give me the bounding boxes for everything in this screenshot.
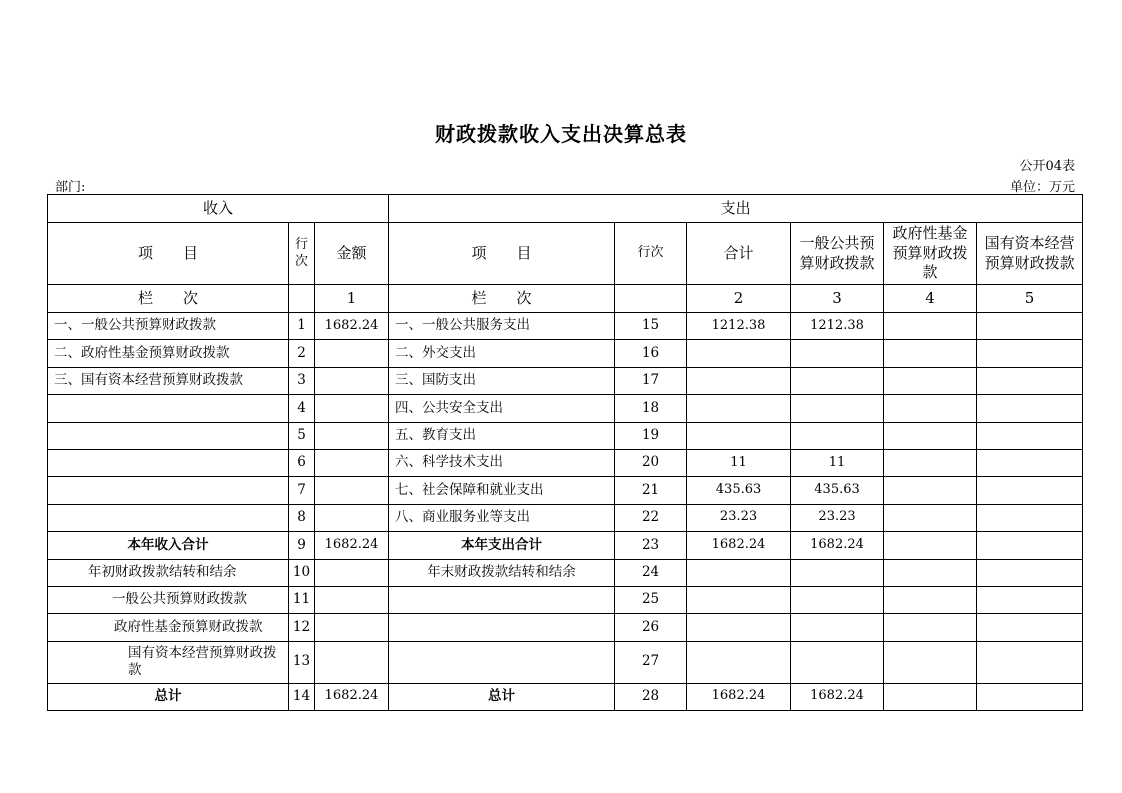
income-item-cell: [48, 395, 289, 422]
state-capital-cell: [977, 532, 1083, 559]
income-item-cell: 国有资本经营预算财政拨款: [48, 641, 289, 683]
general-budget-cell: 1682.24: [791, 683, 884, 710]
total-cell: [687, 395, 791, 422]
empty-cell: [289, 285, 315, 313]
state-capital-cell: [977, 477, 1083, 504]
expense-line-no-cell: 16: [615, 340, 687, 367]
total-cell: 1682.24: [687, 532, 791, 559]
expense-line-no-cell: 18: [615, 395, 687, 422]
table-row: [48, 313, 1083, 340]
expense-line-no-cell: 17: [615, 367, 687, 394]
total-header: 合计: [687, 223, 791, 285]
expense-item-cell: 二、外交支出: [389, 340, 615, 367]
total-cell: [687, 367, 791, 394]
income-line-no-cell: 2: [289, 340, 315, 367]
header-row-column-numbers: [48, 285, 1083, 313]
state-capital-cell: [977, 586, 1083, 613]
expense-line-no-cell: 23: [615, 532, 687, 559]
income-line-no-cell: 14: [289, 683, 315, 710]
expense-item-cell: [389, 586, 615, 613]
expense-line-no-cell: 28: [615, 683, 687, 710]
table-row: [48, 614, 1083, 641]
expense-item-cell: 总计: [389, 683, 615, 710]
gov-fund-cell: [884, 532, 977, 559]
expense-item-cell: [389, 641, 615, 683]
column-number-4: 4: [884, 285, 977, 313]
column-number-3: 3: [791, 285, 884, 313]
expense-column-label: 栏 次: [389, 285, 615, 313]
expense-item-header: 项 目: [389, 223, 615, 285]
form-number: 公开04表: [1019, 159, 1075, 174]
gov-fund-cell: [884, 340, 977, 367]
amount-header: 金额: [315, 223, 389, 285]
general-budget-cell: [791, 614, 884, 641]
table-row: [48, 641, 1083, 683]
expense-item-cell: 六、科学技术支出: [389, 449, 615, 476]
income-item-cell: 政府性基金预算财政拨款: [48, 614, 289, 641]
column-number-5: 5: [977, 285, 1083, 313]
expense-item-cell: 年末财政拨款结转和结余: [389, 559, 615, 586]
gov-fund-cell: [884, 559, 977, 586]
table-row: [48, 395, 1083, 422]
total-cell: [687, 340, 791, 367]
income-item-header: 项 目: [48, 223, 289, 285]
table-row: [48, 504, 1083, 531]
expense-line-no-cell: 24: [615, 559, 687, 586]
table-row: [48, 422, 1083, 449]
report-title: 财政拨款收入支出决算总表: [435, 122, 687, 146]
gov-fund-cell: [884, 614, 977, 641]
general-budget-cell: 23.23: [791, 504, 884, 531]
state-capital-cell: [977, 367, 1083, 394]
table-row: [48, 532, 1083, 559]
income-line-no-cell: 13: [289, 641, 315, 683]
income-amount-cell: [315, 586, 389, 613]
expense-line-no-cell: 19: [615, 422, 687, 449]
total-cell: 435.63: [687, 477, 791, 504]
income-item-cell: 二、政府性基金预算财政拨款: [48, 340, 289, 367]
department-label: 部门:: [55, 180, 86, 195]
state-capital-cell: [977, 559, 1083, 586]
expense-line-no-cell: 21: [615, 477, 687, 504]
state-capital-cell: [977, 504, 1083, 531]
gov-fund-cell: [884, 504, 977, 531]
general-budget-cell: 1212.38: [791, 313, 884, 340]
table-row: [48, 449, 1083, 476]
expense-line-no-cell: 20: [615, 449, 687, 476]
income-line-no-cell: 12: [289, 614, 315, 641]
state-capital-cell: [977, 614, 1083, 641]
expense-item-cell: 五、教育支出: [389, 422, 615, 449]
general-budget-cell: 11: [791, 449, 884, 476]
total-cell: [687, 614, 791, 641]
table-row: [48, 367, 1083, 394]
expense-item-cell: 三、国防支出: [389, 367, 615, 394]
gov-fund-cell: [884, 477, 977, 504]
income-line-no-cell: 7: [289, 477, 315, 504]
gov-fund-cell: [884, 422, 977, 449]
table-row: [48, 559, 1083, 586]
income-amount-cell: [315, 641, 389, 683]
income-amount-cell: [315, 395, 389, 422]
expense-line-no-cell: 22: [615, 504, 687, 531]
state-capital-cell: [977, 449, 1083, 476]
total-cell: 11: [687, 449, 791, 476]
expense-line-no-cell: 27: [615, 641, 687, 683]
total-cell: [687, 422, 791, 449]
total-cell: [687, 641, 791, 683]
income-item-cell: [48, 504, 289, 531]
income-amount-cell: [315, 614, 389, 641]
general-budget-cell: [791, 559, 884, 586]
expense-item-cell: 本年支出合计: [389, 532, 615, 559]
income-column-label: 栏 次: [48, 285, 289, 313]
income-item-cell: 一般公共预算财政拨款: [48, 586, 289, 613]
income-line-no-header: 行次: [289, 223, 315, 285]
budget-table: [47, 194, 1083, 711]
expense-line-no-cell: 15: [615, 313, 687, 340]
state-capital-cell: [977, 641, 1083, 683]
expense-item-cell: 四、公共安全支出: [389, 395, 615, 422]
income-item-cell: 年初财政拨款结转和结余: [48, 559, 289, 586]
table-row: [48, 477, 1083, 504]
expense-item-cell: 一、一般公共服务支出: [389, 313, 615, 340]
expense-item-cell: 七、社会保障和就业支出: [389, 477, 615, 504]
gov-fund-cell: [884, 586, 977, 613]
general-budget-cell: [791, 340, 884, 367]
income-item-cell: 三、国有资本经营预算财政拨款: [48, 367, 289, 394]
general-budget-cell: [791, 422, 884, 449]
income-amount-cell: [315, 340, 389, 367]
income-item-cell: 本年收入合计: [48, 532, 289, 559]
income-line-no-cell: 1: [289, 313, 315, 340]
unit-label: 单位：万元: [1009, 180, 1075, 195]
total-cell: 1682.24: [687, 683, 791, 710]
income-item-cell: [48, 477, 289, 504]
state-capital-cell: [977, 683, 1083, 710]
state-capital-cell: [977, 395, 1083, 422]
general-budget-cell: [791, 395, 884, 422]
income-amount-cell: [315, 477, 389, 504]
general-budget-cell: [791, 367, 884, 394]
income-amount-cell: 1682.24: [315, 532, 389, 559]
income-section-header: 收入: [48, 195, 389, 223]
gov-fund-cell: [884, 641, 977, 683]
state-capital-cell: [977, 422, 1083, 449]
expense-line-no-header: 行次: [615, 223, 687, 285]
table-row: [48, 683, 1083, 710]
gov-fund-cell: [884, 449, 977, 476]
income-item-cell: [48, 449, 289, 476]
expense-line-no-cell: 25: [615, 586, 687, 613]
gov-fund-cell: [884, 313, 977, 340]
income-line-no-cell: 4: [289, 395, 315, 422]
expense-line-no-cell: 26: [615, 614, 687, 641]
income-item-cell: 一、一般公共预算财政拨款: [48, 313, 289, 340]
total-cell: 1212.38: [687, 313, 791, 340]
expense-item-cell: [389, 614, 615, 641]
expense-section-header: 支出: [389, 195, 1083, 223]
income-amount-cell: [315, 449, 389, 476]
column-number-2: 2: [687, 285, 791, 313]
state-capital-header: 国有资本经营预算财政拨款: [977, 223, 1083, 285]
empty-cell: [615, 285, 687, 313]
total-cell: [687, 586, 791, 613]
general-budget-cell: [791, 586, 884, 613]
header-row-columns: [48, 223, 1083, 285]
expense-item-cell: 八、商业服务业等支出: [389, 504, 615, 531]
gov-fund-cell: [884, 367, 977, 394]
total-cell: [687, 559, 791, 586]
income-item-cell: [48, 422, 289, 449]
income-item-cell: 总计: [48, 683, 289, 710]
table-row: [48, 340, 1083, 367]
column-number-1: 1: [315, 285, 389, 313]
income-line-no-cell: 11: [289, 586, 315, 613]
income-amount-cell: [315, 559, 389, 586]
income-amount-cell: [315, 504, 389, 531]
header-row-sections: [48, 195, 1083, 223]
general-budget-cell: 1682.24: [791, 532, 884, 559]
income-amount-cell: [315, 422, 389, 449]
table-row: [48, 586, 1083, 613]
income-line-no-cell: 9: [289, 532, 315, 559]
gov-fund-cell: [884, 683, 977, 710]
gov-fund-cell: [884, 395, 977, 422]
income-line-no-cell: 6: [289, 449, 315, 476]
income-line-no-cell: 8: [289, 504, 315, 531]
general-budget-header: 一般公共预算财政拨款: [791, 223, 884, 285]
state-capital-cell: [977, 313, 1083, 340]
income-amount-cell: 1682.24: [315, 313, 389, 340]
income-line-no-cell: 5: [289, 422, 315, 449]
gov-fund-header: 政府性基金预算财政拨款: [884, 223, 977, 285]
total-cell: 23.23: [687, 504, 791, 531]
income-line-no-cell: 3: [289, 367, 315, 394]
general-budget-cell: 435.63: [791, 477, 884, 504]
income-line-no-cell: 10: [289, 559, 315, 586]
general-budget-cell: [791, 641, 884, 683]
income-amount-cell: 1682.24: [315, 683, 389, 710]
income-amount-cell: [315, 367, 389, 394]
state-capital-cell: [977, 340, 1083, 367]
